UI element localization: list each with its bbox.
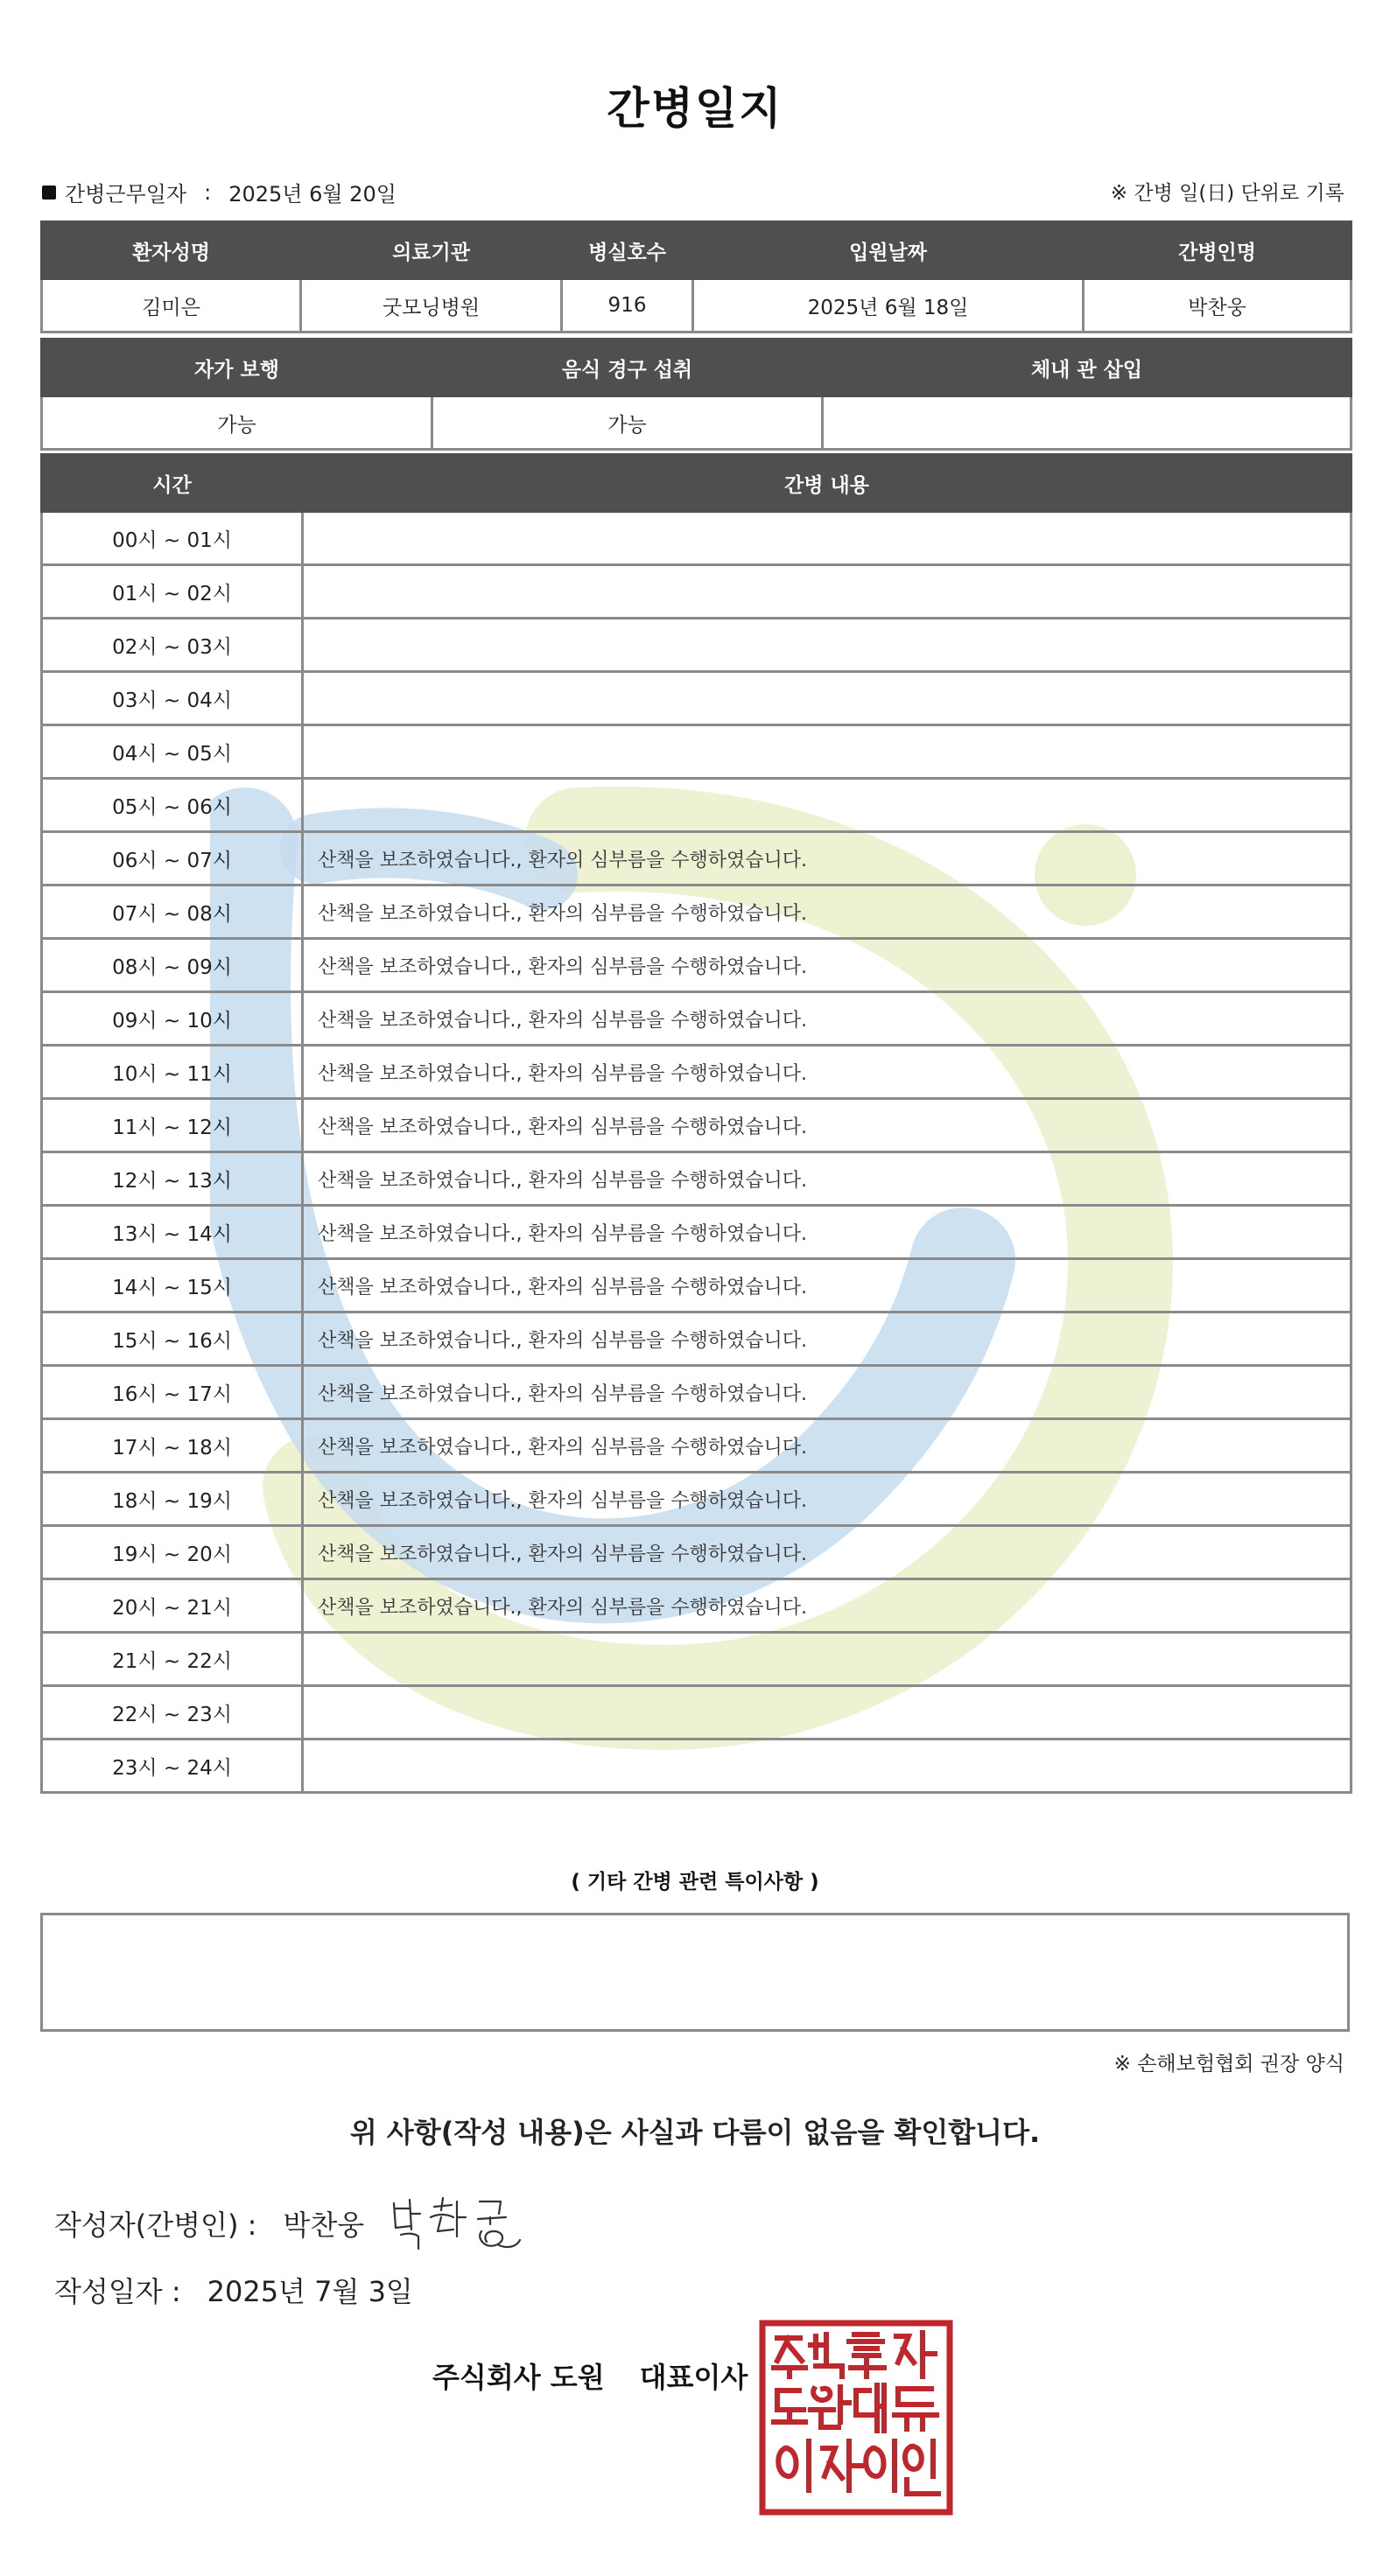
care-log-row — [42, 1312, 1351, 1366]
care-log-row — [42, 779, 1351, 832]
notes-box — [40, 1913, 1350, 2032]
patient-info-table — [40, 220, 1352, 333]
association-note: ※ 손해보험협회 권장 양식 — [1113, 2053, 1344, 2076]
care-log-row — [42, 1579, 1351, 1633]
header-tube-insertion: 체내 관 삽입 — [823, 340, 1351, 396]
care-content: 산책을 보조하였습니다., 환자의 심부름을 수행하였습니다. — [303, 886, 1351, 939]
patient-status-table — [40, 338, 1352, 451]
time-slot: 01시 ~ 02시 — [42, 565, 303, 619]
care-log-row — [42, 1099, 1351, 1152]
time-slot: 02시 ~ 03시 — [42, 619, 303, 672]
tube-insertion-value — [823, 396, 1351, 450]
care-log-row — [42, 1152, 1351, 1206]
time-slot: 06시 ~ 07시 — [42, 832, 303, 886]
care-content — [303, 619, 1351, 672]
care-log-row — [42, 725, 1351, 779]
written-date-label: 작성일자 : — [54, 2275, 181, 2308]
care-log-row — [42, 1633, 1351, 1686]
care-content: 산책을 보조하였습니다., 환자의 심부름을 수행하였습니다. — [303, 1046, 1351, 1099]
care-content — [303, 512, 1351, 565]
care-content: 산책을 보조하였습니다., 환자의 심부름을 수행하였습니다. — [303, 992, 1351, 1046]
care-content — [303, 1633, 1351, 1686]
care-log-row — [42, 565, 1351, 619]
time-slot: 18시 ~ 19시 — [42, 1473, 303, 1526]
time-slot: 10시 ~ 11시 — [42, 1046, 303, 1099]
time-slot: 22시 ~ 23시 — [42, 1686, 303, 1740]
care-content: 산책을 보조하였습니다., 환자의 심부름을 수행하였습니다. — [303, 1206, 1351, 1259]
header-time: 시간 — [42, 455, 303, 512]
header-room: 병실호수 — [562, 222, 693, 279]
hospital-value: 굿모닝병원 — [301, 279, 562, 332]
care-log-row — [42, 1046, 1351, 1099]
company-seal-stamp — [758, 2319, 954, 2516]
care-log-header-row — [42, 455, 1351, 512]
time-slot: 21시 ~ 22시 — [42, 1633, 303, 1686]
patient-info-header-row — [42, 222, 1351, 279]
document-title: 간병일지 — [607, 83, 783, 134]
care-log-row — [42, 1686, 1351, 1740]
time-slot: 11시 ~ 12시 — [42, 1099, 303, 1152]
care-log-row — [42, 1526, 1351, 1579]
work-date-row — [42, 177, 397, 207]
care-log-row — [42, 512, 1351, 565]
care-content — [303, 1740, 1351, 1793]
care-log-row — [42, 992, 1351, 1046]
unit-note: ※ 간병 일(日) 단위로 기록 — [1110, 182, 1344, 205]
patient-status-value-row — [42, 396, 1351, 450]
care-log-row — [42, 1419, 1351, 1473]
writer-name: 박찬웅 — [283, 2208, 365, 2242]
care-log-row — [42, 832, 1351, 886]
room-value: 916 — [562, 279, 693, 332]
care-content: 산책을 보조하였습니다., 환자의 심부름을 수행하였습니다. — [303, 1579, 1351, 1633]
company-name: 주식회사 도원 — [432, 2361, 605, 2394]
time-slot: 03시 ~ 04시 — [42, 672, 303, 725]
time-slot: 15시 ~ 16시 — [42, 1312, 303, 1366]
notes-title: ( 기타 간병 관련 특이사항 ) — [571, 1871, 819, 1894]
time-slot: 09시 ~ 10시 — [42, 992, 303, 1046]
patient-name-value: 김미은 — [42, 279, 301, 332]
care-log-row — [42, 619, 1351, 672]
written-date-value: 2025년 7월 3일 — [207, 2275, 413, 2308]
time-slot: 12시 ~ 13시 — [42, 1152, 303, 1206]
header-patient-name: 환자성명 — [42, 222, 301, 279]
care-content: 산책을 보조하였습니다., 환자의 심부름을 수행하였습니다. — [303, 1526, 1351, 1579]
time-slot: 04시 ~ 05시 — [42, 725, 303, 779]
time-slot: 20시 ~ 21시 — [42, 1579, 303, 1633]
time-slot: 07시 ~ 08시 — [42, 886, 303, 939]
care-content: 산책을 보조하였습니다., 환자의 심부름을 수행하였습니다. — [303, 1419, 1351, 1473]
time-slot: 17시 ~ 18시 — [42, 1419, 303, 1473]
ceo-title: 대표이사 — [639, 2361, 748, 2394]
admission-date-value: 2025년 6월 18일 — [693, 279, 1084, 332]
writer-label: 작성자(간병인) : — [54, 2208, 257, 2242]
confirmation-statement: 위 사항(작성 내용)은 사실과 다름이 없음을 확인합니다. — [349, 2116, 1041, 2149]
header-self-walking: 자가 보행 — [42, 340, 432, 396]
care-log-row — [42, 1366, 1351, 1419]
care-log-row — [42, 1473, 1351, 1526]
time-slot: 08시 ~ 09시 — [42, 939, 303, 992]
care-log-table — [40, 453, 1352, 1794]
caregiver-name-value: 박찬웅 — [1084, 279, 1351, 332]
care-content — [303, 779, 1351, 832]
patient-status-header-row — [42, 340, 1351, 396]
company-line — [432, 2356, 748, 2396]
care-content — [303, 1686, 1351, 1740]
care-content: 산책을 보조하였습니다., 환자의 심부름을 수행하였습니다. — [303, 1152, 1351, 1206]
care-log-row — [42, 886, 1351, 939]
care-content — [303, 725, 1351, 779]
square-bullet-icon — [42, 186, 56, 200]
header-hospital: 의료기관 — [301, 222, 562, 279]
care-content: 산책을 보조하였습니다., 환자의 심부름을 수행하였습니다. — [303, 1366, 1351, 1419]
care-log-row — [42, 1740, 1351, 1793]
handwritten-signature — [389, 2188, 537, 2258]
care-content: 산책을 보조하였습니다., 환자의 심부름을 수행하였습니다. — [303, 1259, 1351, 1312]
header-oral-intake: 음식 경구 섭취 — [432, 340, 823, 396]
care-content — [303, 672, 1351, 725]
time-slot: 14시 ~ 15시 — [42, 1259, 303, 1312]
care-log-row — [42, 1206, 1351, 1259]
time-slot: 13시 ~ 14시 — [42, 1206, 303, 1259]
time-slot: 00시 ~ 01시 — [42, 512, 303, 565]
header-admission-date: 입원날짜 — [693, 222, 1084, 279]
writer-row — [54, 2203, 364, 2244]
written-date-row — [54, 2270, 413, 2310]
oral-intake-value: 가능 — [432, 396, 823, 450]
header-care-content: 간병 내용 — [303, 455, 1351, 512]
time-slot: 23시 ~ 24시 — [42, 1740, 303, 1793]
care-content: 산책을 보조하였습니다., 환자의 심부름을 수행하였습니다. — [303, 832, 1351, 886]
work-date-label: 간병근무일자 — [65, 182, 187, 206]
time-slot: 16시 ~ 17시 — [42, 1366, 303, 1419]
care-log-row — [42, 939, 1351, 992]
care-content: 산책을 보조하였습니다., 환자의 심부름을 수행하였습니다. — [303, 939, 1351, 992]
work-date-separator: : — [204, 179, 212, 205]
care-content: 산책을 보조하였습니다., 환자의 심부름을 수행하였습니다. — [303, 1312, 1351, 1366]
care-log-row — [42, 672, 1351, 725]
work-date-value: 2025년 6월 20일 — [228, 182, 397, 206]
care-log-row — [42, 1259, 1351, 1312]
time-slot: 19시 ~ 20시 — [42, 1526, 303, 1579]
care-content: 산책을 보조하였습니다., 환자의 심부름을 수행하였습니다. — [303, 1099, 1351, 1152]
care-content — [303, 565, 1351, 619]
care-content: 산책을 보조하였습니다., 환자의 심부름을 수행하였습니다. — [303, 1473, 1351, 1526]
self-walking-value: 가능 — [42, 396, 432, 450]
patient-info-value-row — [42, 279, 1351, 332]
header-caregiver-name: 간병인명 — [1084, 222, 1351, 279]
time-slot: 05시 ~ 06시 — [42, 779, 303, 832]
care-log-body — [42, 512, 1351, 1793]
